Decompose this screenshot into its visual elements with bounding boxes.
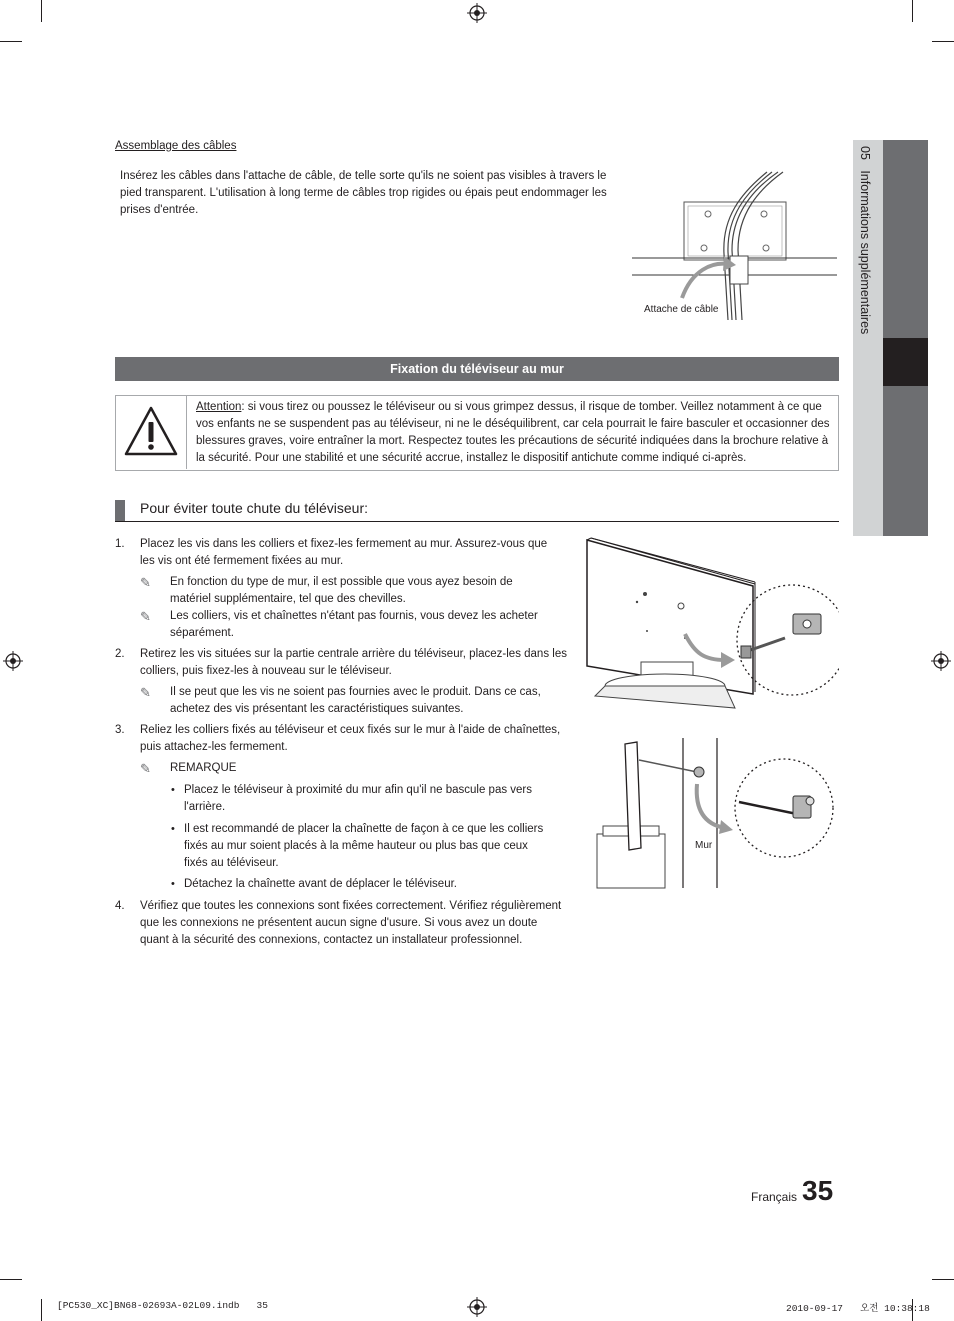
warning-divider bbox=[186, 396, 187, 469]
registration-mark-icon bbox=[3, 651, 23, 671]
side-tab-active-marker bbox=[883, 338, 928, 386]
bullet-line: Détachez la chaînette avant de déplacer le téléviseur. bbox=[184, 878, 457, 890]
step-line: les vis ont été fermement fixées au mur. bbox=[140, 555, 344, 567]
note-line: En fonction du type de mur, il est possible que vous ayez besoin de bbox=[170, 576, 513, 588]
step-number: 2. bbox=[115, 648, 125, 660]
note-line: séparément. bbox=[170, 627, 234, 639]
step-number: 1. bbox=[115, 538, 125, 550]
step-line: colliers, puis fixez-les à nouveau sur le téléviseur. bbox=[140, 665, 392, 677]
bullet-dot: • bbox=[171, 823, 175, 835]
side-tab-label bbox=[858, 146, 872, 366]
tv-bracket-illustration bbox=[585, 536, 839, 722]
step-number: 4. bbox=[115, 900, 125, 912]
bullet-dot: • bbox=[171, 784, 175, 796]
body-line: pied transparent. L'utilisation à long terme de câbles trop rigides ou épais peut endommager les bbox=[120, 187, 607, 199]
crop-mark bbox=[932, 1279, 954, 1280]
warning-line: blessures graves, voire entraîner la mort. Respectez toutes les précautions de sécurité indiquées dans la brochure relative à bbox=[196, 435, 829, 447]
wall-figure-label: Mur bbox=[695, 840, 713, 851]
cable-section-body bbox=[120, 168, 620, 219]
cable-figure-label: Attache de câble bbox=[644, 304, 719, 315]
crop-mark bbox=[41, 1299, 42, 1321]
warning-line: vos enfants ne se suspendent pas au téléviseur, ni ne le déséquilibrent, car cela pourrait le faire basculer et occasionner des bbox=[196, 418, 830, 430]
footer-language: Français bbox=[751, 1190, 798, 1204]
note-pencil-icon: ✎ bbox=[140, 761, 151, 776]
cable-section-heading: Assemblage des câbles bbox=[115, 140, 237, 152]
step-number: 3. bbox=[115, 724, 125, 736]
cable-clip-illustration bbox=[632, 170, 838, 322]
wall-section-banner: Fixation du téléviseur au mur bbox=[115, 357, 839, 381]
print-timestamp: 2010-09-17 오전 10:38:18 bbox=[786, 1303, 930, 1314]
note-item bbox=[115, 684, 565, 722]
subhead-rule bbox=[115, 521, 839, 522]
remark-item bbox=[115, 760, 565, 782]
bullet-line: fixés au mur soient placés à la même hauteur ou plus bas que ceux bbox=[184, 840, 528, 852]
registration-mark-icon bbox=[467, 1297, 487, 1317]
side-tab-number: 05 bbox=[858, 146, 872, 160]
step-line: Vérifiez que toutes les connexions sont fixées correctement. Vérifiez régulièrement bbox=[140, 900, 562, 912]
step-line: que les connexions ne présentent aucun signe d'usure. Si vous avez un doute bbox=[140, 917, 538, 929]
subhead-marker bbox=[115, 500, 125, 522]
warning-line: la sécurité. Pour une stabilité et une sécurité accrue, installez le dispositif antichute comme indiqué ci-après. bbox=[196, 452, 747, 464]
prevent-section-heading: Pour éviter toute chute du téléviseur: bbox=[140, 500, 369, 516]
bullet-item bbox=[115, 821, 565, 876]
bullet-item bbox=[115, 782, 565, 821]
step-line: Reliez les colliers fixés au téléviseur et ceux fixés sur le mur à l'aide de chaînettes, bbox=[140, 724, 561, 736]
bullet-line: fixés au téléviseur. bbox=[184, 857, 279, 869]
note-pencil-icon: ✎ bbox=[140, 609, 151, 624]
wall-chain-illustration bbox=[585, 738, 839, 890]
step-item bbox=[115, 722, 565, 760]
step-item bbox=[115, 646, 565, 684]
side-tab-title: Informations supplémentaires bbox=[858, 170, 872, 335]
bullet-dot: • bbox=[171, 878, 175, 890]
bullet-item bbox=[115, 876, 565, 898]
step-line: Retirez les vis situées sur la partie centrale arrière du téléviseur, placez-les dans les bbox=[140, 648, 567, 660]
print-file-info: [PC530_XC]BN68-02693A-02L09.indb 35 bbox=[57, 1300, 268, 1311]
registration-mark-icon bbox=[467, 3, 487, 23]
body-line: Insérez les câbles dans l'attache de câble, de telle sorte qu'ils ne soient pas visibles à travers le bbox=[120, 170, 607, 182]
note-item bbox=[115, 574, 565, 612]
note-line: Les colliers, vis et chaînettes n'étant pas fournis, vous devez les acheter bbox=[170, 610, 538, 622]
bullet-line: Placez le téléviseur à proximité du mur afin qu'il ne bascule pas vers bbox=[184, 784, 533, 796]
crop-mark bbox=[0, 1279, 22, 1280]
remark-label: REMARQUE bbox=[170, 762, 237, 774]
steps-list bbox=[115, 536, 565, 953]
warning-label: Attention bbox=[196, 401, 242, 413]
crop-mark bbox=[912, 0, 913, 22]
registration-mark-icon bbox=[931, 651, 951, 671]
note-line: Il se peut que les vis ne soient pas fournies avec le produit. Dans ce cas, bbox=[170, 686, 541, 698]
bullet-line: Il est recommandé de placer la chaînette de façon à ce que les colliers bbox=[184, 823, 544, 835]
note-pencil-icon: ✎ bbox=[140, 685, 151, 700]
crop-mark bbox=[932, 41, 954, 42]
note-line: matériel supplémentaire, tel que des chevilles. bbox=[170, 593, 406, 605]
step-line: puis attachez-les fermement. bbox=[140, 741, 288, 753]
body-line: prises d'entrée. bbox=[120, 204, 199, 216]
crop-mark bbox=[0, 41, 22, 42]
warning-triangle-icon bbox=[123, 405, 179, 457]
note-pencil-icon: ✎ bbox=[140, 575, 151, 590]
warning-text bbox=[196, 399, 836, 467]
bullet-line: l'arrière. bbox=[184, 801, 226, 813]
note-item bbox=[115, 608, 565, 646]
step-line: Placez les vis dans les colliers et fixez-les fermement au mur. Assurez-vous que bbox=[140, 538, 548, 550]
step-line: quant à la sécurité des connexions, contactez un installateur professionnel. bbox=[140, 934, 523, 946]
note-line: achetez des vis présentant les caractéristiques suivantes. bbox=[170, 703, 464, 715]
footer-page-number: 35 bbox=[802, 1175, 834, 1206]
warning-line: : si vous tirez ou poussez le téléviseur ou si vous grimpez dessus, il risque de tomber. Veillez notamment à ce que bbox=[241, 401, 822, 413]
step-item bbox=[115, 898, 565, 953]
crop-mark bbox=[41, 0, 42, 22]
